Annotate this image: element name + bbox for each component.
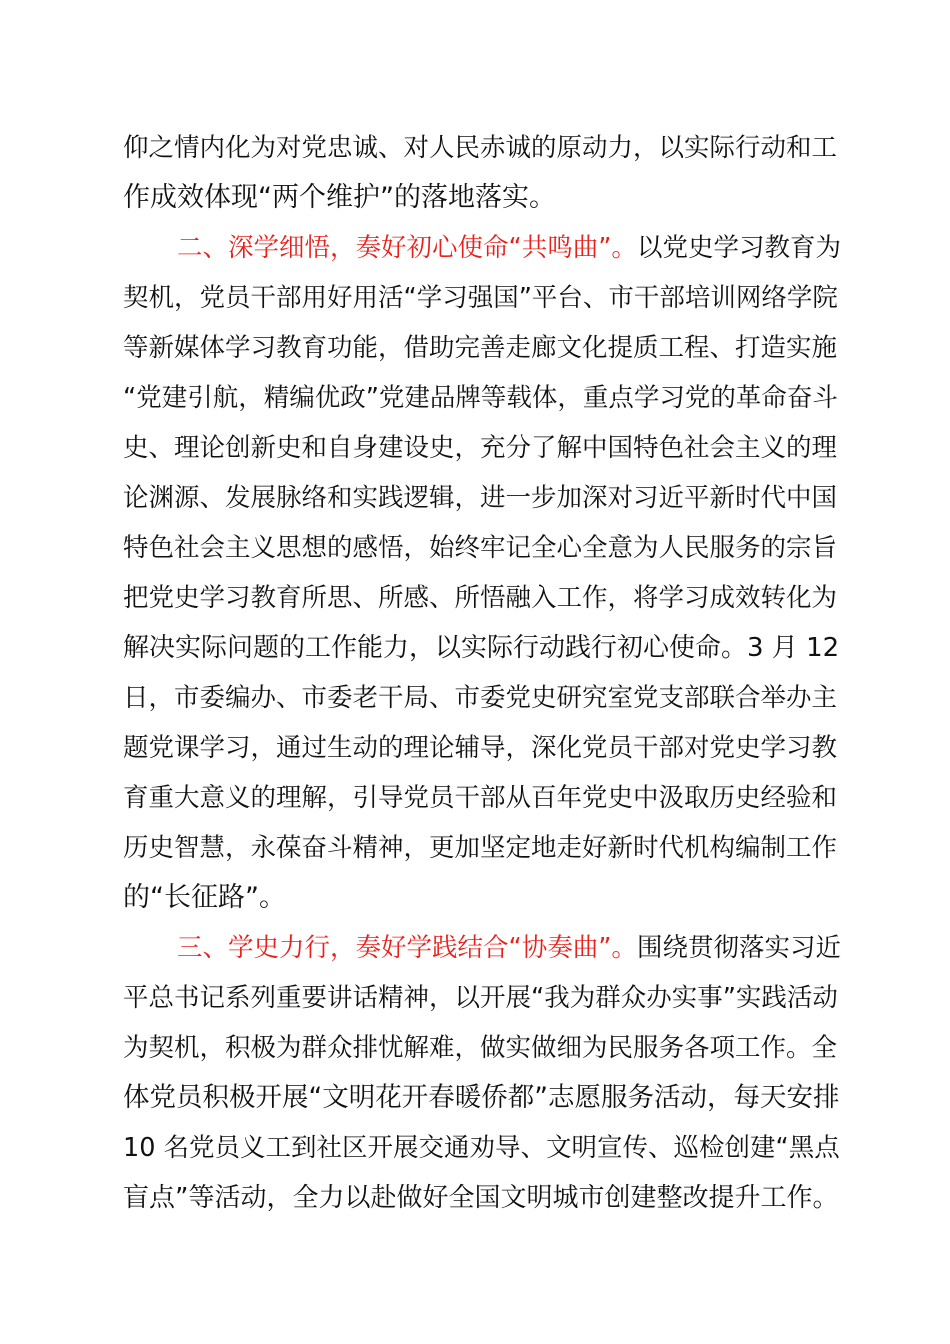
section-heading: 三、学史力行，奏好学践结合“协奏曲”。 [177,933,637,963]
paragraph-line [123,328,843,368]
paragraph-line [123,1128,843,1168]
line-text: 育重大意义的理解，引导党员干部从百年党史中汲取历史经验和 [123,783,838,813]
paragraph-line [123,278,843,318]
paragraph-line [123,478,843,518]
line-text: 围绕贯彻落实习近 [636,933,841,963]
section-heading: 二、深学细悟，奏好初心使命“共鸣曲”。 [177,233,637,263]
line-text: 平总书记系列重要讲话精神，以开展“我为群众办实事”实践活动 [123,983,838,1013]
line-text: 的“长征路”。 [123,882,286,913]
paragraph-line [123,678,843,718]
paragraph-line [123,628,843,668]
section-heading-line [177,928,843,968]
line-text: 体党员积极开展“文明花开春暖侨都”志愿服务活动，每天安排 [123,1082,840,1113]
paragraph-line [123,878,843,918]
line-text: 仰之情内化为对党忠诚、对人民赤诚的原动力，以实际行动和工 [123,133,838,163]
line-text: 题党课学习，通过生动的理论辅导，深化党员干部对党史学习教 [123,733,838,763]
paragraph-line [123,728,843,768]
line-text: 等新媒体学习教育功能，借助完善走廊文化提质工程、打造实施 [123,333,838,363]
line-text: 把党史学习教育所思、所感、所悟融入工作，将学习成效转化为 [123,583,838,613]
paragraph-line [123,978,843,1018]
paragraph-line [123,578,843,618]
paragraph-line [123,778,843,818]
paragraph-line [123,128,843,168]
paragraph-line [123,178,843,218]
paragraph-line [123,428,843,468]
line-text: 10 名党员义工到社区开展交通劝导、文明宣传、巡检创建“黑点 [123,1133,840,1163]
line-text: “党建引航，精编优政”党建品牌等载体，重点学习党的革命奋斗 [123,383,838,413]
paragraph-line [123,1028,843,1068]
paragraph-line [123,828,843,868]
paragraph-line [123,528,843,568]
line-text: 解决实际问题的工作能力，以实际行动践行初心使命。3 月 12 [123,633,840,663]
line-text: 以党史学习教育为 [636,233,841,263]
paragraph-line [123,378,843,418]
line-text: 史、理论创新史和自身建设史，充分了解中国特色社会主义的理 [123,433,838,463]
line-text: 特色社会主义思想的感悟，始终牢记全心全意为人民服务的宗旨 [123,533,838,563]
line-text: 作成效体现“两个维护”的落地落实。 [123,182,556,213]
line-text: 为契机，积极为群众排忧解难，做实做细为民服务各项工作。全 [123,1033,838,1063]
line-text: 盲点”等活动，全力以赴做好全国文明城市创建整改提升工作。 [123,1183,839,1213]
section-heading-line [177,228,843,268]
line-text: 契机，党员干部用好用活“学习强国”平台、市干部培训网络学院 [123,283,838,313]
paragraph-line [123,1178,843,1218]
line-text: 日，市委编办、市委老干局、市委党史研究室党支部联合举办主 [123,683,838,713]
paragraph-line [123,1078,843,1118]
line-text: 论渊源、发展脉络和实践逻辑，进一步加深对习近平新时代中国 [123,483,838,513]
line-text: 历史智慧，永葆奋斗精神，更加坚定地走好新时代机构编制工作 [123,833,838,863]
